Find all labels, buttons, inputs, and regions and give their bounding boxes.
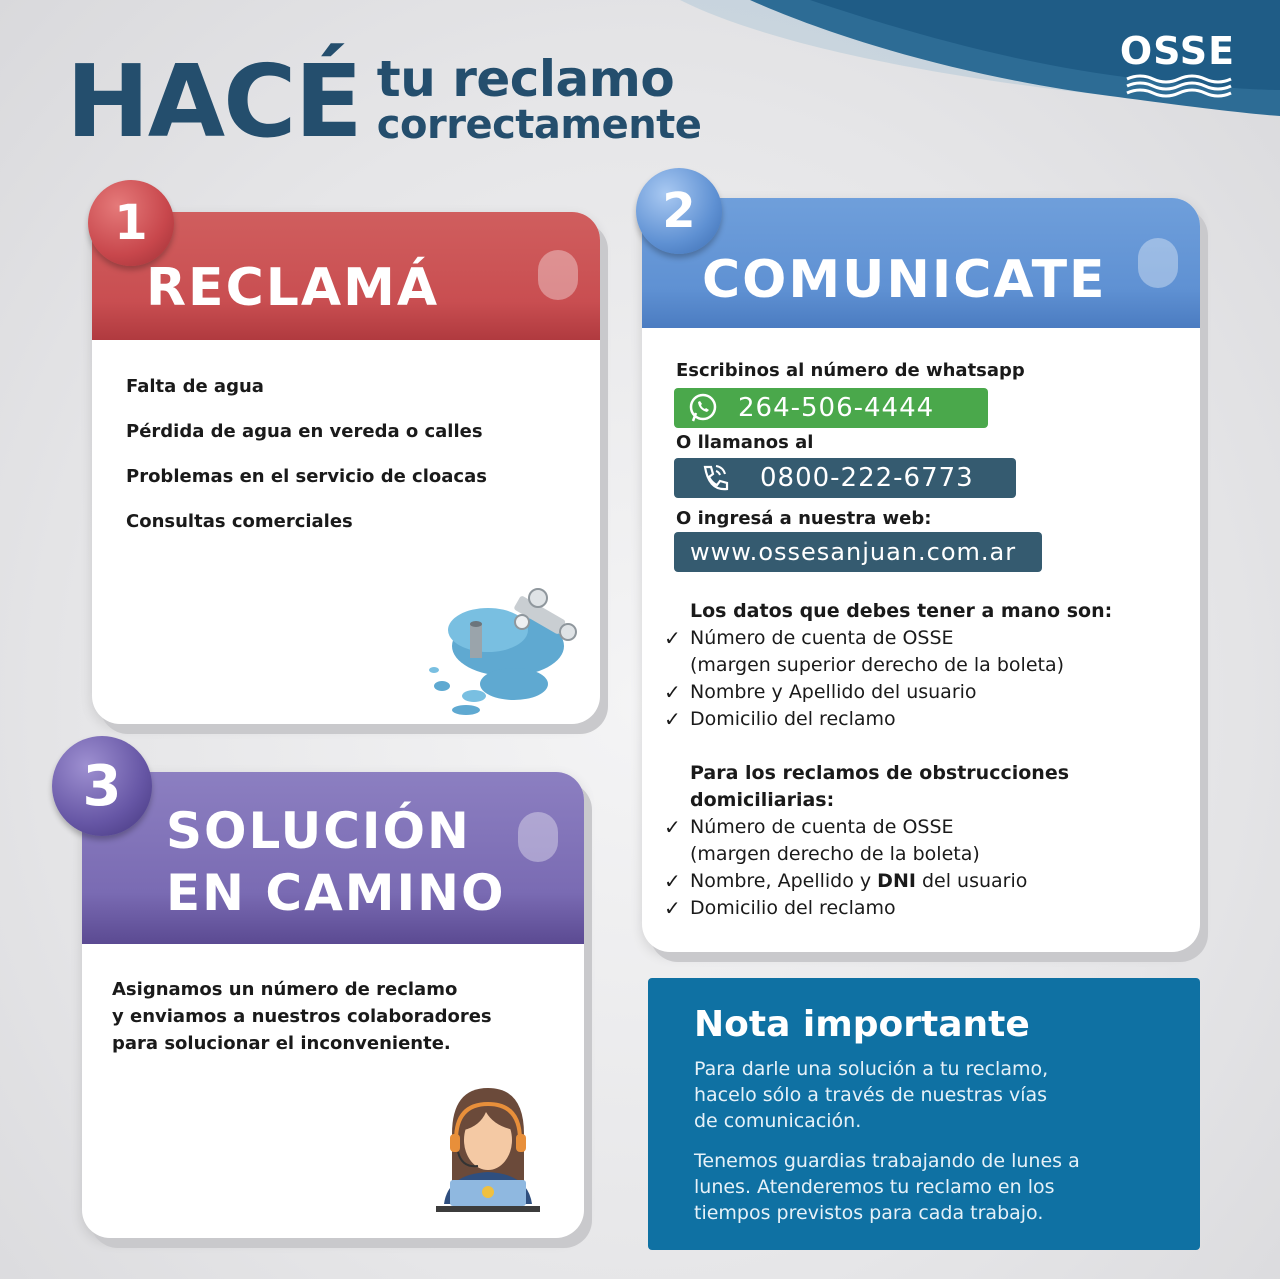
step2-badge: 2 (636, 168, 722, 254)
list-item (664, 706, 1112, 733)
check-icon: ✓ (664, 896, 681, 920)
list-item: Pérdida de agua en vereda o calles (126, 421, 483, 442)
step3-title (166, 800, 506, 924)
check-icon: ✓ (664, 626, 681, 650)
headline-line2: correctamente (376, 102, 702, 148)
note-line: tiempos previstos para cada trabajo. (694, 1202, 1044, 1224)
pipe-leak-illustration (418, 586, 588, 716)
important-note-box (648, 978, 1200, 1250)
step3-header (82, 772, 584, 944)
required-data-list (664, 598, 1112, 733)
note-paragraph-1 (694, 1056, 1048, 1134)
whatsapp-label: Escribinos al número de whatsapp (676, 360, 1025, 381)
check-icon: ✓ (664, 815, 681, 839)
phone-label: O llamanos al (676, 432, 814, 453)
dni-emphasis: DNI (877, 870, 916, 892)
check-icon: ✓ (664, 707, 681, 731)
gloss-decoration (538, 250, 578, 300)
gloss-decoration (1138, 238, 1178, 288)
website-link[interactable] (674, 532, 1042, 572)
phone-icon (696, 461, 730, 495)
osse-logo (1115, 30, 1240, 98)
whatsapp-icon (686, 391, 720, 425)
description-line: para solucionar el inconveniente. (112, 1033, 451, 1054)
note-paragraph-2 (694, 1148, 1080, 1226)
list-item-note: (margen derecho de la boleta) (690, 843, 980, 865)
obstruction-heading-line1: Para los reclamos de obstrucciones (690, 762, 1070, 784)
list-item: Consultas comerciales (126, 511, 353, 532)
whatsapp-button[interactable] (674, 388, 988, 428)
step1-list (126, 376, 487, 556)
step3-title-line1: SOLUCIÓN (166, 802, 471, 860)
main-headline (66, 43, 702, 160)
list-item (664, 814, 1069, 841)
check-icon: ✓ (664, 680, 681, 704)
list-item-text-part: del usuario (915, 870, 1028, 892)
obstruction-data-list (664, 760, 1069, 922)
step2-header (642, 198, 1200, 328)
list-item: Falta de agua (126, 376, 264, 397)
list-item-text: Número de cuenta de OSSE (690, 816, 954, 838)
list-item-text: Domicilio del reclamo (690, 897, 896, 919)
list-item-text (690, 868, 1027, 895)
step3-description (112, 976, 492, 1057)
website-url: www.ossesanjuan.com.ar (690, 538, 1017, 566)
gloss-decoration (518, 812, 558, 862)
list-item: Problemas en el servicio de cloacas (126, 466, 487, 487)
note-line: Tenemos guardias trabajando de lunes a (694, 1150, 1080, 1172)
step1-card (92, 212, 600, 724)
logo-text: OSSE (1119, 29, 1236, 73)
step2-card (642, 198, 1200, 952)
step3-badge: 3 (52, 736, 152, 836)
note-line: de comunicación. (694, 1110, 862, 1132)
step3-title-line2: EN CAMINO (166, 864, 506, 922)
required-data-heading: Los datos que debes tener a mano son: (690, 600, 1113, 622)
note-line: Para darle una solución a tu reclamo, (694, 1058, 1049, 1080)
logo-waves-icon (1123, 74, 1233, 98)
note-line: lunes. Atenderemos tu reclamo en los (694, 1176, 1055, 1198)
phone-number: 0800-222-6773 (760, 463, 974, 493)
phone-button[interactable] (674, 458, 1016, 498)
headline-line1: tu reclamo (376, 50, 675, 108)
headline-hace: HACÉ (66, 43, 361, 160)
list-item-text: Número de cuenta de OSSE (690, 627, 954, 649)
description-line: y enviamos a nuestros colaboradores (112, 1006, 492, 1027)
list-item (664, 679, 1112, 706)
headline-subtitle (376, 50, 702, 148)
step1-title: RECLAMÁ (146, 258, 440, 318)
step2-title: COMUNICATE (702, 250, 1107, 310)
list-item (664, 895, 1069, 922)
note-line: hacelo sólo a través de nuestras vías (694, 1084, 1048, 1106)
web-label: O ingresá a nuestra web: (676, 508, 932, 529)
step1-badge: 1 (88, 180, 174, 266)
description-line: Asignamos un número de reclamo (112, 979, 458, 1000)
call-center-operator-illustration (422, 1084, 552, 1220)
whatsapp-number: 264-506-4444 (738, 393, 935, 423)
obstruction-heading-line2: domiciliarias: (690, 789, 835, 811)
note-title: Nota importante (694, 1004, 1030, 1045)
check-icon: ✓ (664, 869, 681, 893)
list-item (664, 625, 1112, 652)
list-item-text: Nombre y Apellido del usuario (690, 681, 977, 703)
list-item-note: (margen superior derecho de la boleta) (690, 654, 1065, 676)
list-item (664, 868, 1069, 895)
list-item-text-part: Nombre, Apellido y (690, 870, 878, 892)
step3-card (82, 772, 584, 1238)
list-item-text: Domicilio del reclamo (690, 708, 896, 730)
